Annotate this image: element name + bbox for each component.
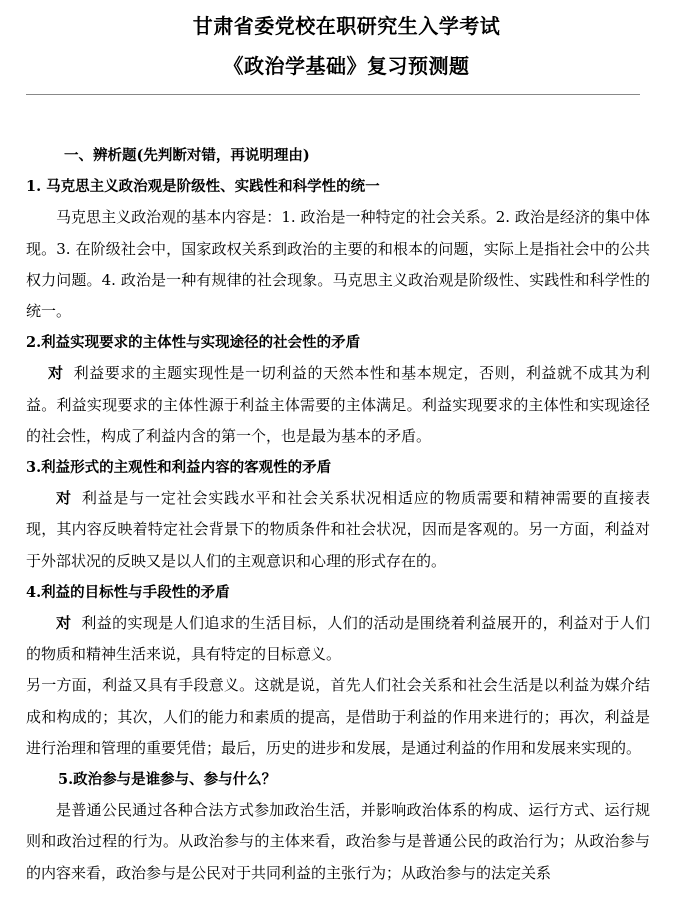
question-1-body: 马克思主义政治观的基本内容是：1. 政治是一种特定的社会关系。2. 政治是经济的集中体现。3. 在阶级社会中，国家政权关系到政治的主要的和根本的问题，实际上是指社会中的公共权力问题。4. 政治是一种有规律的社会现象。马克思主义政治观是阶级性、实践性和科学性的统一。 [26,208,650,321]
document-title-line2: 《政治学基础》复习预测题 [223,54,470,78]
question-2-heading: 2.利益实现要求的主体性与实现途径的社会性的矛盾 [26,334,361,352]
question-4-body-continued: 另一方面，利益又具有手段意义。这就是说，首先人们社会关系和社会生活是以利益为媒介结成和构成的；其次，人们的能力和素质的提高，是借助于利益的作用来进行的；再次，利益是进行治理和管理的重要凭借；最后，历史的进步和发展，是通过利益的作用和发展来实现的。 [26,676,650,757]
question-4-heading: 4.利益的目标性与手段性的矛盾 [26,583,230,601]
question-4-body: 利益的实现是人们追求的生活目标，人们的活动是围绕着利益展开的，利益对于人们的物质和精神生活来说，具有特定的目标意义。 [26,614,650,664]
question-3-heading: 3.利益形式的主观性和利益内容的客观性的矛盾 [26,459,332,477]
question-3-verdict: 对 [56,489,72,508]
question-3-answer-paragraph [26,483,650,577]
document-body [26,140,650,889]
document-title-line1: 甘肃省委党校在职研究生入学考试 [192,14,501,38]
question-5-heading: 5.政治参与是谁参与、参与什么？ [58,771,277,789]
question-2-body: 利益要求的主题实现性是一切利益的天然本性和基本规定，否则，利益就不成其为利益。利益实现要求的主体性源于利益主体需要的主体满足。利益实现要求的主体性和实现途径的社会性，构成了利益内含的第一个，也是最为基本的矛盾。 [26,364,650,445]
question-4-verdict: 对 [56,614,72,633]
question-5-body: 是普通公民通过各种合法方式参加政治生活，并影响政治体系的构成、运行方式、运行规则和政治过程的行为。从政治参与的主体来看，政治参与是普通公民的政治行为；从政治参与的内容来看，政治参与是公民对于共同利益的主张行为；从政治参与的法定关系 [26,801,650,882]
question-2-verdict: 对 [48,364,64,383]
section-heading: 一、辨析题(先判断对错，再说明理由) [64,147,310,164]
title-divider [26,94,640,95]
question-1-heading: 1. 马克思主义政治观是阶级性、实践性和科学性的统一 [26,178,380,196]
question-4-answer-paragraph [26,608,650,670]
question-2-answer-paragraph [26,358,650,452]
question-3-body: 利益是与一定社会实践水平和社会关系状况相适应的物质需要和精神需要的直接表现，其内容反映着特定社会背景下的物质条件和社会状况，因而是客观的。另一方面，利益对于外部状况的反映又是以人们的主观意识和心理的形式存在的。 [26,489,650,570]
